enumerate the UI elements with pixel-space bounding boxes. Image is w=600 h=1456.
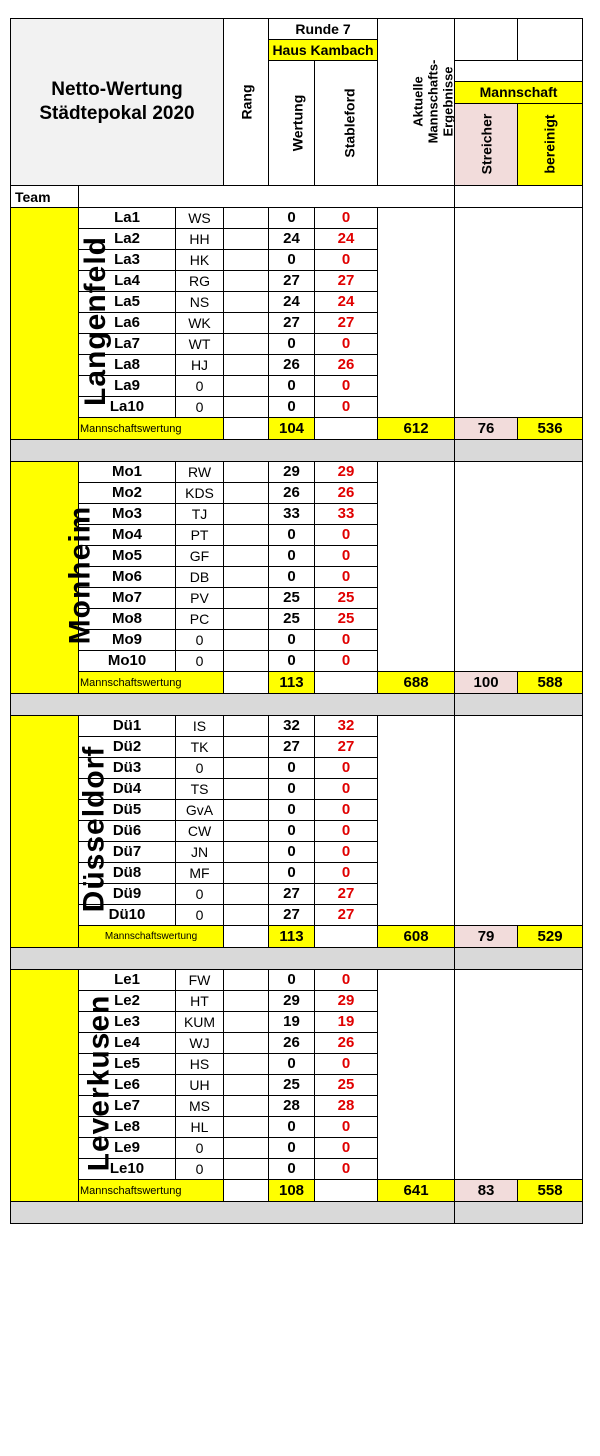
team-code: Mo2 bbox=[79, 483, 176, 504]
blank-header-cell bbox=[455, 19, 518, 61]
stableford-cell: 0 bbox=[315, 525, 378, 546]
stableford-cell: 24 bbox=[315, 292, 378, 313]
rang-cell bbox=[224, 525, 269, 546]
stableford-cell: 26 bbox=[315, 1033, 378, 1054]
aktuelle-header bbox=[378, 19, 455, 186]
player-initials: HL bbox=[176, 1117, 224, 1138]
wertung-cell: 26 bbox=[269, 483, 315, 504]
runde-header: Runde 7 bbox=[269, 19, 378, 40]
team-code: Dü6 bbox=[79, 821, 176, 842]
aktuelle-blank-cell bbox=[378, 208, 455, 418]
team-code: Dü9 bbox=[79, 884, 176, 905]
team-code: Le4 bbox=[79, 1033, 176, 1054]
stableford-cell: 29 bbox=[315, 462, 378, 483]
team-city-name: Leverkusen bbox=[82, 994, 116, 1172]
spacer-cell bbox=[11, 1202, 455, 1224]
player-initials: KDS bbox=[176, 483, 224, 504]
team-code: Dü1 bbox=[79, 716, 176, 737]
rang-cell bbox=[224, 250, 269, 271]
team-city-name: Langenfeld bbox=[79, 235, 113, 407]
stableford-cell: 0 bbox=[315, 1054, 378, 1075]
stableford-cell: 25 bbox=[315, 1075, 378, 1096]
rang-cell bbox=[224, 208, 269, 229]
summary-stableford-cell bbox=[315, 1180, 378, 1202]
team-city-cell bbox=[11, 970, 116, 1202]
team-summary-label: Mannschaftswertung bbox=[79, 926, 224, 948]
player-initials: 0 bbox=[176, 1159, 224, 1180]
stableford-cell: 27 bbox=[315, 905, 378, 926]
stableford-header-label: Stableford bbox=[341, 87, 358, 158]
team-code: Mo5 bbox=[79, 546, 176, 567]
stableford-cell: 0 bbox=[315, 376, 378, 397]
mannschaft-blank-cell bbox=[455, 208, 583, 418]
team-code: Mo6 bbox=[79, 567, 176, 588]
title-text: Netto-Wertung Städtepokal 2020 bbox=[39, 79, 195, 124]
rang-cell bbox=[224, 800, 269, 821]
spacer-cell bbox=[11, 948, 455, 970]
wertung-cell: 19 bbox=[269, 1012, 315, 1033]
rang-cell bbox=[224, 1138, 269, 1159]
summary-wertung: 113 bbox=[269, 926, 315, 948]
mannschaft-blank-cell bbox=[455, 462, 583, 672]
team-code: Dü7 bbox=[79, 842, 176, 863]
player-initials: WS bbox=[176, 208, 224, 229]
summary-stableford-cell bbox=[315, 418, 378, 440]
player-initials: PT bbox=[176, 525, 224, 546]
stableford-cell: 0 bbox=[315, 397, 378, 418]
score-table bbox=[10, 18, 583, 1224]
stableford-cell: 0 bbox=[315, 779, 378, 800]
stableford-cell: 25 bbox=[315, 588, 378, 609]
rang-cell bbox=[224, 355, 269, 376]
rang-header bbox=[224, 19, 269, 186]
rang-cell bbox=[224, 1117, 269, 1138]
stableford-cell: 27 bbox=[315, 313, 378, 334]
team-code: Mo1 bbox=[79, 462, 176, 483]
rang-cell bbox=[224, 1075, 269, 1096]
player-initials: 0 bbox=[176, 651, 224, 672]
summary-bereinigt: 588 bbox=[518, 672, 583, 694]
wertung-cell: 0 bbox=[269, 779, 315, 800]
wertung-cell: 0 bbox=[269, 1138, 315, 1159]
rang-cell bbox=[224, 1012, 269, 1033]
summary-stableford-cell bbox=[315, 672, 378, 694]
rang-cell bbox=[224, 271, 269, 292]
team-city-cell bbox=[11, 208, 113, 440]
rang-cell bbox=[224, 546, 269, 567]
rang-cell bbox=[224, 884, 269, 905]
player-initials: HS bbox=[176, 1054, 224, 1075]
stableford-cell: 28 bbox=[315, 1096, 378, 1117]
wertung-cell: 0 bbox=[269, 1117, 315, 1138]
stableford-cell: 0 bbox=[315, 1117, 378, 1138]
summary-bereinigt: 536 bbox=[518, 418, 583, 440]
bereinigt-header bbox=[518, 104, 583, 186]
team-code: La6 bbox=[79, 313, 176, 334]
rang-cell bbox=[224, 292, 269, 313]
rang-cell bbox=[224, 821, 269, 842]
player-initials: WT bbox=[176, 334, 224, 355]
spacer-cell bbox=[455, 440, 583, 462]
wertung-cell: 28 bbox=[269, 1096, 315, 1117]
summary-streicher: 100 bbox=[455, 672, 518, 694]
stableford-cell: 0 bbox=[315, 1138, 378, 1159]
summary-wertung: 108 bbox=[269, 1180, 315, 1202]
venue-header: Haus Kambach bbox=[269, 40, 378, 61]
stableford-cell: 0 bbox=[315, 250, 378, 271]
player-initials: HT bbox=[176, 991, 224, 1012]
summary-bereinigt: 558 bbox=[518, 1180, 583, 1202]
summary-streicher: 79 bbox=[455, 926, 518, 948]
summary-aktuelle: 612 bbox=[378, 418, 455, 440]
table-row bbox=[11, 462, 583, 483]
section-spacer-row bbox=[11, 1202, 583, 1224]
wertung-header-label: Wertung bbox=[289, 94, 306, 151]
wertung-cell: 27 bbox=[269, 271, 315, 292]
player-initials: GF bbox=[176, 546, 224, 567]
wertung-cell: 0 bbox=[269, 525, 315, 546]
wertung-cell: 26 bbox=[269, 1033, 315, 1054]
wertung-cell: 0 bbox=[269, 1159, 315, 1180]
rang-cell bbox=[224, 651, 269, 672]
wertung-cell: 0 bbox=[269, 758, 315, 779]
wertung-cell: 33 bbox=[269, 504, 315, 525]
team-code: Dü10 bbox=[79, 905, 176, 926]
team-code: Dü2 bbox=[79, 737, 176, 758]
player-initials: PC bbox=[176, 609, 224, 630]
wertung-cell: 0 bbox=[269, 567, 315, 588]
table-body bbox=[11, 19, 583, 1224]
team-code: Le2 bbox=[79, 991, 176, 1012]
wertung-cell: 0 bbox=[269, 842, 315, 863]
player-initials: JN bbox=[176, 842, 224, 863]
stableford-cell: 19 bbox=[315, 1012, 378, 1033]
rang-cell bbox=[224, 313, 269, 334]
rang-cell bbox=[224, 779, 269, 800]
stableford-cell: 0 bbox=[315, 863, 378, 884]
team-code: Le7 bbox=[79, 1096, 176, 1117]
rang-cell bbox=[224, 567, 269, 588]
wertung-cell: 24 bbox=[269, 229, 315, 250]
spacer-cell bbox=[455, 694, 583, 716]
summary-bereinigt: 529 bbox=[518, 926, 583, 948]
wertung-cell: 27 bbox=[269, 313, 315, 334]
player-initials: 0 bbox=[176, 397, 224, 418]
section-spacer-row bbox=[11, 440, 583, 462]
stableford-cell: 26 bbox=[315, 355, 378, 376]
wertung-cell: 24 bbox=[269, 292, 315, 313]
rang-cell bbox=[224, 1159, 269, 1180]
player-initials: RW bbox=[176, 462, 224, 483]
stableford-cell: 27 bbox=[315, 271, 378, 292]
summary-streicher: 76 bbox=[455, 418, 518, 440]
stableford-cell: 24 bbox=[315, 229, 378, 250]
team-code: Le3 bbox=[79, 1012, 176, 1033]
team-code: Le9 bbox=[79, 1138, 176, 1159]
wertung-cell: 27 bbox=[269, 905, 315, 926]
rang-cell bbox=[224, 397, 269, 418]
team-code: La2 bbox=[79, 229, 176, 250]
blank-header-cell bbox=[455, 186, 583, 208]
stableford-cell: 33 bbox=[315, 504, 378, 525]
team-code: La1 bbox=[79, 208, 176, 229]
player-initials: TS bbox=[176, 779, 224, 800]
team-summary-row bbox=[11, 672, 583, 694]
summary-aktuelle: 641 bbox=[378, 1180, 455, 1202]
spacer-cell bbox=[455, 948, 583, 970]
wertung-cell: 27 bbox=[269, 884, 315, 905]
team-code: La10 bbox=[79, 397, 176, 418]
rang-cell bbox=[224, 229, 269, 250]
team-code: Dü5 bbox=[79, 800, 176, 821]
stableford-cell: 26 bbox=[315, 483, 378, 504]
stableford-cell: 25 bbox=[315, 609, 378, 630]
wertung-cell: 0 bbox=[269, 821, 315, 842]
table-row bbox=[11, 208, 583, 229]
streicher-header-label: Streicher bbox=[478, 113, 495, 175]
blank-header-cell bbox=[455, 61, 583, 82]
player-initials: TJ bbox=[176, 504, 224, 525]
team-summary-row bbox=[11, 926, 583, 948]
team-code: Mo9 bbox=[79, 630, 176, 651]
stableford-cell: 0 bbox=[315, 821, 378, 842]
team-code: Mo7 bbox=[79, 588, 176, 609]
summary-wertung: 113 bbox=[269, 672, 315, 694]
aktuelle-header-label: Aktuelle Mannschafts-Ergebnisse bbox=[410, 59, 456, 143]
rang-cell bbox=[224, 863, 269, 884]
rang-cell bbox=[224, 630, 269, 651]
player-initials: HH bbox=[176, 229, 224, 250]
wertung-cell: 0 bbox=[269, 863, 315, 884]
player-initials: MS bbox=[176, 1096, 224, 1117]
wertung-cell: 25 bbox=[269, 1075, 315, 1096]
stableford-cell: 0 bbox=[315, 842, 378, 863]
wertung-cell: 0 bbox=[269, 800, 315, 821]
summary-wertung: 104 bbox=[269, 418, 315, 440]
team-city-cell bbox=[11, 716, 111, 948]
player-initials: 0 bbox=[176, 758, 224, 779]
aktuelle-blank-cell bbox=[378, 970, 455, 1180]
wertung-cell: 32 bbox=[269, 716, 315, 737]
streicher-header bbox=[455, 104, 518, 186]
wertung-cell: 0 bbox=[269, 546, 315, 567]
mannschaft-blank-cell bbox=[455, 970, 583, 1180]
summary-aktuelle: 688 bbox=[378, 672, 455, 694]
stableford-header bbox=[315, 61, 378, 186]
wertung-cell: 0 bbox=[269, 630, 315, 651]
rang-cell bbox=[224, 970, 269, 991]
wertung-cell: 25 bbox=[269, 588, 315, 609]
section-spacer-row bbox=[11, 948, 583, 970]
summary-rang-cell bbox=[224, 1180, 269, 1202]
rang-cell bbox=[224, 737, 269, 758]
wertung-cell: 29 bbox=[269, 991, 315, 1012]
wertung-cell: 27 bbox=[269, 737, 315, 758]
stableford-cell: 27 bbox=[315, 884, 378, 905]
player-initials: KUM bbox=[176, 1012, 224, 1033]
stableford-cell: 0 bbox=[315, 651, 378, 672]
stableford-cell: 0 bbox=[315, 567, 378, 588]
team-code: La7 bbox=[79, 334, 176, 355]
team-code: Le5 bbox=[79, 1054, 176, 1075]
player-initials: WK bbox=[176, 313, 224, 334]
stableford-cell: 0 bbox=[315, 630, 378, 651]
spacer-cell bbox=[455, 1202, 583, 1224]
stableford-cell: 0 bbox=[315, 546, 378, 567]
player-initials: DB bbox=[176, 567, 224, 588]
rang-cell bbox=[224, 588, 269, 609]
wertung-cell: 26 bbox=[269, 355, 315, 376]
team-summary-label: Mannschaftswertung bbox=[79, 418, 224, 440]
wertung-cell: 25 bbox=[269, 609, 315, 630]
stableford-cell: 0 bbox=[315, 1159, 378, 1180]
mannschaft-header: Mannschaft bbox=[455, 82, 583, 104]
summary-stableford-cell bbox=[315, 926, 378, 948]
player-initials: NS bbox=[176, 292, 224, 313]
player-initials: 0 bbox=[176, 905, 224, 926]
wertung-cell: 29 bbox=[269, 462, 315, 483]
wertung-cell: 0 bbox=[269, 334, 315, 355]
player-initials: 0 bbox=[176, 1138, 224, 1159]
player-initials: GvA bbox=[176, 800, 224, 821]
team-city-name: Düsseldorf bbox=[77, 745, 111, 913]
aktuelle-blank-cell bbox=[378, 716, 455, 926]
wertung-cell: 0 bbox=[269, 651, 315, 672]
team-code: Le8 bbox=[79, 1117, 176, 1138]
rang-cell bbox=[224, 504, 269, 525]
stableford-cell: 27 bbox=[315, 737, 378, 758]
player-initials: HK bbox=[176, 250, 224, 271]
team-code: Mo4 bbox=[79, 525, 176, 546]
player-initials: TK bbox=[176, 737, 224, 758]
team-code: Le10 bbox=[79, 1159, 176, 1180]
team-city-cell bbox=[11, 462, 97, 694]
stableford-cell: 0 bbox=[315, 800, 378, 821]
team-code: Le6 bbox=[79, 1075, 176, 1096]
wertung-cell: 0 bbox=[269, 397, 315, 418]
rang-cell bbox=[224, 758, 269, 779]
stableford-cell: 0 bbox=[315, 334, 378, 355]
summary-rang-cell bbox=[224, 926, 269, 948]
rang-cell bbox=[224, 376, 269, 397]
rang-header-label: Rang bbox=[238, 84, 255, 119]
team-code: La8 bbox=[79, 355, 176, 376]
player-initials: FW bbox=[176, 970, 224, 991]
summary-aktuelle: 608 bbox=[378, 926, 455, 948]
rang-cell bbox=[224, 905, 269, 926]
wertung-cell: 0 bbox=[269, 208, 315, 229]
summary-rang-cell bbox=[224, 672, 269, 694]
player-initials: IS bbox=[176, 716, 224, 737]
team-code: Dü8 bbox=[79, 863, 176, 884]
team-code: La4 bbox=[79, 271, 176, 292]
wertung-header bbox=[269, 61, 315, 186]
wertung-cell: 0 bbox=[269, 250, 315, 271]
blank-header-cell bbox=[518, 19, 583, 61]
page-title bbox=[11, 19, 224, 186]
team-summary-label: Mannschaftswertung bbox=[79, 672, 224, 694]
team-code: La9 bbox=[79, 376, 176, 397]
stableford-cell: 0 bbox=[315, 758, 378, 779]
player-initials: 0 bbox=[176, 376, 224, 397]
blank-header-cell bbox=[79, 186, 455, 208]
summary-streicher: 83 bbox=[455, 1180, 518, 1202]
wertung-cell: 0 bbox=[269, 376, 315, 397]
rang-cell bbox=[224, 1054, 269, 1075]
stableford-cell: 0 bbox=[315, 970, 378, 991]
stableford-cell: 0 bbox=[315, 208, 378, 229]
team-code: Dü3 bbox=[79, 758, 176, 779]
rang-cell bbox=[224, 334, 269, 355]
rang-cell bbox=[224, 716, 269, 737]
player-initials: UH bbox=[176, 1075, 224, 1096]
rang-cell bbox=[224, 1096, 269, 1117]
rang-cell bbox=[224, 1033, 269, 1054]
team-summary-row bbox=[11, 418, 583, 440]
player-initials: MF bbox=[176, 863, 224, 884]
team-code: Le1 bbox=[79, 970, 176, 991]
rang-cell bbox=[224, 462, 269, 483]
team-code: La3 bbox=[79, 250, 176, 271]
player-initials: 0 bbox=[176, 630, 224, 651]
player-initials: CW bbox=[176, 821, 224, 842]
team-code: Dü4 bbox=[79, 779, 176, 800]
team-column-header: Team bbox=[11, 186, 79, 208]
stableford-cell: 29 bbox=[315, 991, 378, 1012]
player-initials: PV bbox=[176, 588, 224, 609]
team-code: Mo8 bbox=[79, 609, 176, 630]
team-summary-label: Mannschaftswertung bbox=[79, 1180, 224, 1202]
aktuelle-blank-cell bbox=[378, 462, 455, 672]
rang-cell bbox=[224, 991, 269, 1012]
score-sheet bbox=[10, 18, 582, 1224]
team-code: Mo3 bbox=[79, 504, 176, 525]
spacer-cell bbox=[11, 694, 455, 716]
team-code: La5 bbox=[79, 292, 176, 313]
team-code: Mo10 bbox=[79, 651, 176, 672]
section-spacer-row bbox=[11, 694, 583, 716]
stableford-cell: 32 bbox=[315, 716, 378, 737]
wertung-cell: 0 bbox=[269, 1054, 315, 1075]
spacer-cell bbox=[11, 440, 455, 462]
player-initials: 0 bbox=[176, 884, 224, 905]
table-row bbox=[11, 970, 583, 991]
player-initials: HJ bbox=[176, 355, 224, 376]
rang-cell bbox=[224, 609, 269, 630]
mannschaft-blank-cell bbox=[455, 716, 583, 926]
team-city-name: Monheim bbox=[63, 505, 97, 645]
wertung-cell: 0 bbox=[269, 970, 315, 991]
player-initials: RG bbox=[176, 271, 224, 292]
summary-rang-cell bbox=[224, 418, 269, 440]
player-initials: WJ bbox=[176, 1033, 224, 1054]
rang-cell bbox=[224, 483, 269, 504]
bereinigt-header-label: bereinigt bbox=[542, 114, 559, 174]
table-row bbox=[11, 716, 583, 737]
rang-cell bbox=[224, 842, 269, 863]
team-summary-row bbox=[11, 1180, 583, 1202]
